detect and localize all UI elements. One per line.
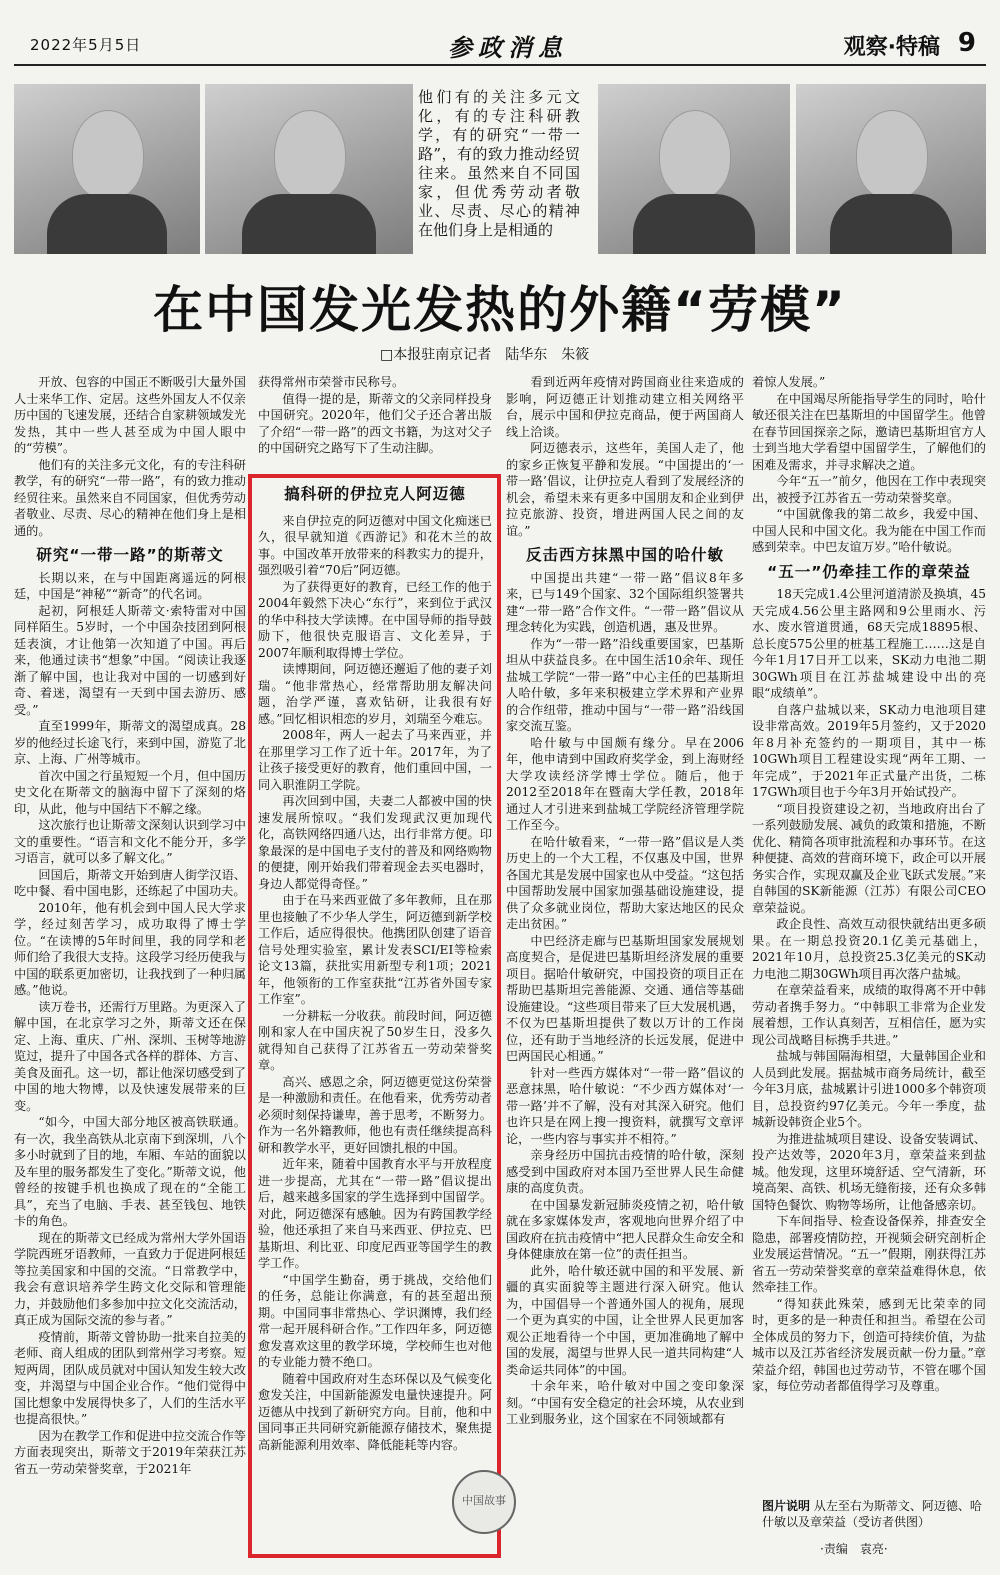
paragraph: 直至1999年，斯蒂文的渴望成真。28岁的他经过长途飞行，来到中国，游览了北京、上海、广州等城市。 [14,719,246,766]
paragraph: 阿迈德表示，这些年，美国人走了，他的家乡正恢复平静和发展。“中国提出的‘一带一路’倡议，让伊拉克人看到了发展经济的机会，希望未来有更多中国朋友和企业到伊拉克旅游、投资，增进两国人民之间的友谊。” [506,441,744,538]
caption-label: 图片说明 [762,1499,811,1513]
caption-text: 从左至右为斯蒂文、阿迈德、哈什敏以及章荣益（受访者供图） [762,1499,982,1529]
paragraph: 因为在教学工作和促进中拉交流合作等方面表现突出，斯蒂文于2019年荣获江苏省五一劳动荣誉奖章，于2021年 [14,1428,246,1476]
paragraph: 起初，阿根廷人斯蒂文·索特雷对中国同样陌生。5岁时，一个中国杂技团到阿根廷表演，才让他第一次知道了中国。再后来，他通过读书“想象”中国。“阅读让我逐渐了解中国，也让我对中国的一切感到好奇、着迷，渴望有一天到中国去游历、感受。” [14,603,246,717]
paragraph: 获得常州市荣誉市民称号。 [258,375,405,389]
photo-hashmi [598,84,790,254]
paragraph: 一分耕耘一分收获。前段时间，阿迈德刚和家人在中国庆祝了50岁生日，没多久就得知自己获得了江苏省五一劳动荣誉奖章。 [258,1008,492,1072]
paragraph: 随着中国政府对生态环保以及气候变化愈发关注，中国新能源发电量快速提升。阿迈德从中找到了新研究方向。目前，他和中国同事正共同研究新能源存储技术，聚焦提高新能源利用效率、降低能耗等内容。 [258,1371,492,1452]
subheading-zhang: “五一”仍牵挂工作的章荣益 [767,562,971,581]
paragraph: 读博期间，阿迈德还邂逅了他的妻子刘瑞。“他非常热心，经常帮助朋友解决问题，治学严谨，喜欢钻研，让我很有好感。”回忆相识相恋的岁月，刘瑞至今难忘。 [258,662,492,726]
paragraph: 着惊人发展。” [752,375,826,389]
photo-caption [762,1498,987,1530]
paragraph: 政企良性、高效互动很快就结出更多硕果。在一期总投资20.1亿美元基础上，2021年10月，总投资25.3亿美元的SK动力电池二期30GWh项目再次落户盐城。 [752,917,986,981]
photo-steven [14,84,200,254]
paragraph: 现在的斯蒂文已经成为常州大学外国语学院西班牙语教师，一直致力于促进阿根廷等拉美国家和中国的交流。“日常教学中，我会有意识培养学生跨文化交际和管理能力，并鼓励他们多参加中拉文化交流活动，真正成为国际交流的参与者。” [14,1230,246,1327]
paragraph: 中巴经济走廊与巴基斯坦国家发展规划高度契合，是促进巴基斯坦经济发展的重要项目。据哈什敏研究，中国投资的项目正在帮助巴基斯坦完善能源、交通、通信等基础设施建设。“这些项目带来了巨大发展机遇，不仅为巴基斯坦提供了数以万计的工作岗位，还有助于当地经济的长远发展，促进中巴两国民心相通。” [506,933,744,1063]
photo-zhang [796,84,986,254]
paragraph: 今年“五一”前夕，他因在工作中表现突出，被授予江苏省五一劳动荣誉奖章。 [752,474,986,505]
page-number: 9 [957,28,976,58]
intro-text: 他们有的关注多元文化，有的专注科研教学，有的研究“一带一路”，有的致力推动经贸往来。虽然来自不同国家，但优秀劳动者敬业、尽责、尽心的精神在他们身上是相通的 [418,88,580,239]
column-3 [506,374,744,1564]
photo-ahmed [205,84,413,254]
paragraph: 在章荣益看来，成绩的取得离不开中韩劳动者携手努力。“中韩职工非常为企业发展着想，工作认真刻苦，互相信任，愿为实现公司战略目标携手共进。” [752,983,986,1047]
column-2-top [258,374,492,470]
subheading-hashmi: 反击西方抹黑中国的哈什敏 [525,546,724,564]
column-1 [14,374,246,1564]
paragraph: 在中国暴发新冠肺炎疫情之初，哈什敏就在多家媒体发声，客观地向世界介绍了中国政府在抗击疫情中“把人民群众生命安全和身体健康放在第一位”的责任担当。 [506,1197,744,1261]
paragraph: 在哈什敏看来，“一带一路”倡议是人类历史上的一个大工程，不仅惠及中国，世界各国尤其是发展中国家也从中受益。“这包括中国帮助发展中国家加强基础设施建设，提供了众多就业岗位，帮助大家达地区的民众走出贫困。” [506,834,744,931]
paragraph: 首次中国之行虽短短一个月，但中国历史文化在斯蒂文的脑海中留下了深刻的烙印，从此，他与中国结下不解之缘。 [14,768,246,816]
paragraph: 长期以来，在与中国距离遥远的阿根廷，中国是“神秘”“新奇”的代名词。 [14,570,246,601]
paragraph: 来自伊拉克的阿迈德对中国文化痴迷已久，很早就知道《西游记》和花木兰的故事。中国改革开放带来的科教实力的提升，强烈吸引着“70后”阿迈德。 [258,513,492,577]
newspaper-masthead: 参政消息 [448,33,568,62]
paragraph: 作为“一带一路”沿线重要国家，巴基斯坦从中获益良多。在中国生活10余年、现任盐城工学院“一带一路”中心主任的巴基斯坦人哈什敏，多年来积极建立学术界和产业界的合作纽带，推动中国与“一带一路”沿线国家交流互鉴。 [506,636,744,733]
paragraph: 他们有的关注多元文化，有的专注科研教学，有的研究“一带一路”，有的致力推动经贸往来。虽然来自不同国家，但优秀劳动者敬业、尽责、尽心的精神在他们身上是相通的。 [14,457,246,538]
paragraph: “中国就像我的第二故乡，我爱中国、中国人民和中国文化。我为能在中国工作而感到荣幸。中巴友谊万岁。”哈什敏说。 [752,507,986,554]
byline: □本报驻南京记者 陆华东 朱筱 [380,347,590,363]
paragraph: 近年来，随着中国教育水平与开放程度进一步提高，尤其在“一带一路”倡议提出后，越来越多国家的学生选择到中国留学。对此，阿迈德深有感触。因为有跨国教学经验，他还承担了来自马来西亚、伊拉克、巴基斯坦、利比亚、印度尼西亚等国学生的教学工作。 [258,1157,492,1270]
paragraph: “如今，中国大部分地区被高铁联通。有一次，我坐高铁从北京南下到深圳，八个多小时就到了目的地，车厢、车站的面貌以及车里的服务都发生了变化。”斯蒂文说，他曾经的按键手机也换成了现在的“全能工具”，充当了电脑、手表、甚至钱包、地铁卡的角色。 [14,1115,246,1228]
paragraph: 2008年，两人一起去了马来西亚，并在那里学习工作了近十年。2017年，为了让孩子接受更好的教育，他们重回中国，一同入职淮阴工学院。 [258,728,492,792]
header-rule [14,64,986,66]
paragraph: 哈什敏与中国颇有缘分。早在2006年，他申请到中国政府奖学金，到上海财经大学攻读经济学博士学位。随后，他于2012至2018年在暨南大学任教，2018年通过人才引进来到盐城工学院经济管理学院工作至今。 [506,735,744,832]
paragraph: 再次回到中国，夫妻二人都被中国的快速发展所惊叹。“我们发现武汉更加现代化，高铁网络四通八达，出行非常方便。印象最深的是中国电子支付的普及和网络购物的便捷，刚开始我们带着现金去买电器时，身边人都觉得奇怪。” [258,794,492,891]
paragraph: 为推进盐城项目建设、设备安装调试、投产达效等，2020年3月，章荣益来到盐城。他发现，这里环境舒适、空气清新，环境高架、高铁、机场无缝衔接，还有众多韩国特色餐饮、购物等场所，让他备感亲切。 [752,1131,986,1212]
paragraph: “中国学生勤奋，勇于挑战，交给他们的任务，总能让你满意，有的甚至超出预期。中国同事非常热心、学识渊博，我们经常一起开展科研合作。”工作四年多，阿迈德愈发喜欢这里的教学环境，学校师生也对他的专业能力赞不绝口。 [258,1272,492,1369]
paragraph: 高兴、感恩之余，阿迈德更觉这份荣誉是一种激励和责任。在他看来，优秀劳动者必须时刻保持谦卑，善于思考，不断努力。作为一名外籍教师，他也有责任继续提高科研和教学水平，更好回馈扎根的中国。 [258,1074,492,1155]
paragraph: 由于在马来西亚做了多年教师，且在那里也接触了不少华人学生，阿迈德到新学校工作后，适应得很快。他携团队创建了语音信号处理实验室，累计发表SCI/EI等检索论文13篇，获批实用新型专利1项；2021年，他领衔的工作室获批“江苏省外国专家工作室”。 [258,893,492,1006]
subheading-ahmed: 搞科研的伊拉克人阿迈德 [284,485,466,503]
paragraph: 这次旅行也让斯蒂文深刻认识到学习中文的重要性。“语言和文化不能分开，多学习语言，就可以多了解文化。” [14,818,246,865]
paragraph: 回国后，斯蒂文开始到唐人街学汉语、吃中餐、看中国电影，还练起了中国功夫。 [14,867,246,898]
paragraph: 疫情前，斯蒂文曾协助一批来自拉美的老师、商人组成的团队到常州学习考察。短短两周，团队成员就对中国认知发生较大改变，并渴望与中国企业合作。“他们觉得中国比想象中发展得快多了，人们的生活水平也提高很快。” [14,1329,246,1426]
paragraph: 此外，哈什敏还就中国的和平发展、新疆的真实面貌等主题进行深入研究。他认为，中国倡导一个普通外国人的视角，展现一个更为真实的中国，让全世界人民更加客观公正地看待一个中国，更加准确地了解中国的发展，渴望与世界人民一道共同构建“人类命运共同体”的中国。 [506,1263,744,1377]
paragraph: 针对一些西方媒体对“一带一路”倡议的恶意抹黑，哈什敏说：“不少西方媒体对‘一带一路’并不了解，没有对其深入研究。他们也许只是在网上搜一搜资料，就撰写文章评论，一些内容与事实并不相符。” [506,1065,744,1146]
paragraph: 2010年，他有机会到中国人民大学求学，经过刻苦学习，成功取得了博士学位。“在读博的5年时间里，我的同学和老师们给了我很大支持。这段学习经历使我与中国的联系更加密切，让我找到了一种归属感。”他说。 [14,900,246,997]
paragraph: 读万卷书，还需行万里路。为更深入了解中国，在北京学习之外，斯蒂文还在保定、上海、重庆、广州、深圳、玉树等地游览过，提升了中国各式各样的群体、方言、美食及面孔。这一切，都让他深切感受到了中国的地大物博，以及快速发展带来的巨变。 [14,999,246,1113]
column-4 [752,374,986,1492]
paragraph: 值得一提的是，斯蒂文的父亲同样投身中国研究。2020年，他们父子还合著出版了介绍“一带一路”的西文书籍，为这对父子的中国研究之路写下了生动注脚。 [258,391,492,455]
section-name: 观察·特稿 [843,35,940,60]
paragraph: 十余年来，哈什敏对中国之变印象深刻。“中国有安全稳定的社会环境，从农业到工业到服务业，这个国家在不同领域都有 [506,1379,744,1426]
paragraph: 为了获得更好的教育，已经工作的他于2004年毅然下决心“东行”，来到位于武汉的华中科技大学读博。在中国导师的指导鼓励下，他很快克服语言、文化差异，于2007年顺利取得博士学位。 [258,579,492,660]
paragraph: 在中国竭尽所能指导学生的同时，哈什敏还很关注在巴基斯坦的中国留学生。他曾在春节回国探亲之际，邀请巴基斯坦官方人士到当地大学看望中国留学生，了解他们的困难及需求，并寻求解决之道。 [752,391,986,472]
paragraph: 中国提出共建“一带一路”倡议8年多来，已与149个国家、32个国际组织签署共建“一带一路”合作文件。“一带一路”倡议从理念转化为实践，创造机遇，惠及世界。 [506,570,744,634]
issue-date: 2022年5月5日 [30,36,142,54]
china-story-logo: 中国故事 [452,1470,516,1534]
paragraph: 开放、包容的中国正不断吸引大量外国人士来华工作、定居。这些外国友人不仅亲历中国的飞速发展，还结合自家耕领域发光发热，其中一些人甚至成为中国人眼中的“劳模”。 [14,375,246,455]
column-2-boxed [258,484,492,1550]
paragraph: 看到近两年疫情对跨国商业往来造成的影响，阿迈德正计划推动建立相关网络平台，展示中国和伊拉克商品，便于两国商人线上洽谈。 [506,375,744,439]
paragraph: 下车间指导、检查设备保养，排查安全隐患，部署疫情防控，开视频会研究剖析企业发展运营情况。“五一”假期，刚获得江苏省五一劳动荣誉奖章的章荣益难得休息，依然牵挂工作。 [752,1214,986,1294]
paragraph: 18天完成1.4公里河道清淤及换填，45天完成4.56公里主路网和9公里雨水、污水、废水管道贯通，68天完成18895根、总长度575公里的桩基工程施工……这是自今年1月17日开工以来，SK动力电池二期30GWh项目在江苏盐城建设中出的亮眼“成绩单”。 [752,587,986,700]
paragraph: “项目投资建设之初，当地政府出台了一系列鼓励发展、减负的政策和措施，不断优化、精简各项审批流程和办事环节。在这种便捷、高效的营商环境下，政企可以开展务实合作，实现双赢及企业飞跃式发展。”来自韩国的SK新能源（江苏）有限公司CEO章荣益说。 [752,801,986,915]
paragraph: 盐城与韩国隔海相望，大量韩国企业和人员到此发展。据盐城市商务局统计，截至今年3月底，盐城累计引进1000多个韩资项目，总投资约97亿美元。今年一季度，盐城新设韩资企业5个。 [752,1049,986,1129]
paragraph: 亲身经历中国抗击疫情的哈什敏，深刻感受到中国政府对本国乃至世界人民生命健康的高度负责。 [506,1148,744,1195]
paragraph: 自落户盐城以来，SK动力电池项目建设非常高效。2019年5月签约，又于2020年8月补充签约的一期项目，其中一栋10GWh项目工程建设实现“两年工期、一年完成”，于2021年正式量产出货，二栋17GWh项目也于今年3月开始试投产。 [752,702,986,799]
subheading-steven: 研究“一带一路”的斯蒂文 [36,546,224,564]
article-title: 在中国发光发热的外籍“劳模” [153,281,847,339]
paragraph: “得知获此殊荣，感到无比荣幸的同时，更多的是一种责任和担当。希望在公司全体成员的努力下，创造可持续价值，为盐城市以及江苏省经济发展贡献一份力量。”章荣益介绍，韩国也过劳动节，不管在哪个国家，每位劳动者都值得学习及尊重。 [752,1296,986,1393]
editor-credit: ·责编 袁亮· [820,1542,888,1556]
